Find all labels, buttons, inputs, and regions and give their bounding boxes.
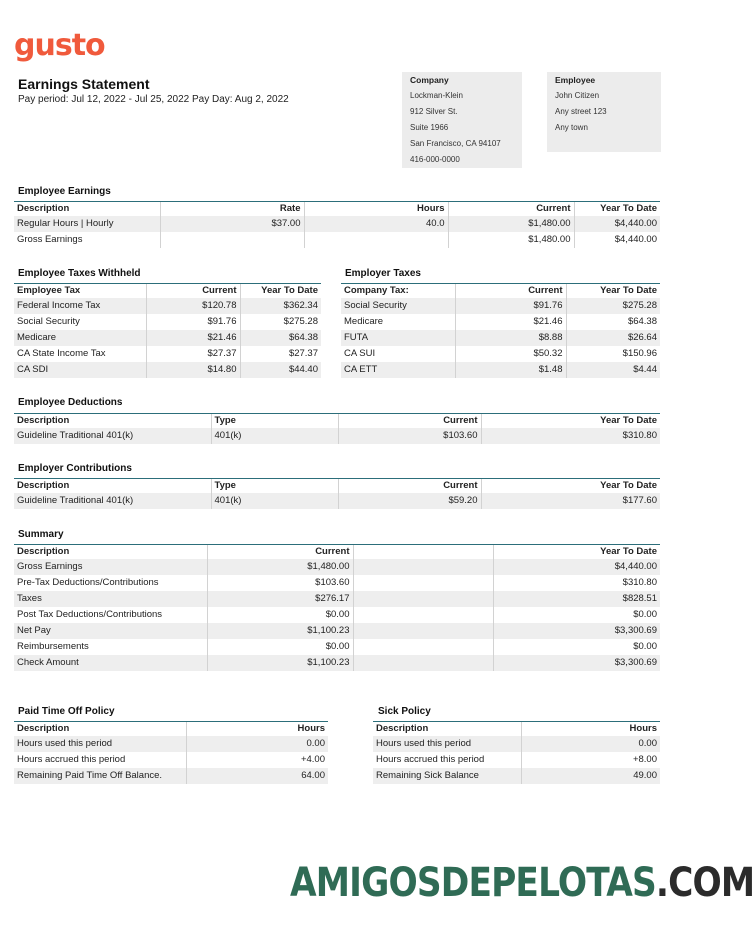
cell: $3,300.69 (493, 655, 660, 671)
statement-title: Earnings Statement (18, 76, 150, 92)
table-row (14, 428, 660, 444)
table-header-row (14, 479, 660, 493)
cell: Guideline Traditional 401(k) (14, 493, 211, 509)
col-ytd: Year To Date (240, 284, 321, 298)
pto-policy-title: Paid Time Off Policy (18, 706, 115, 717)
table-header-row (14, 202, 660, 216)
cell: $59.20 (338, 493, 481, 509)
cell: Social Security (341, 298, 455, 314)
table-header-row (373, 722, 660, 736)
cell: $26.64 (566, 330, 660, 346)
col-current: Current (146, 284, 240, 298)
cell: Medicare (344, 316, 384, 327)
col-employee-tax: Employee Tax (14, 284, 146, 298)
employee-name: John Citizen (555, 91, 600, 100)
table-row (14, 232, 660, 248)
cell: 401(k) (211, 428, 338, 444)
cell: $21.46 (455, 314, 566, 330)
cell: FUTA (341, 330, 455, 346)
cell: $64.38 (566, 314, 660, 330)
cell (160, 232, 304, 248)
company-suite: Suite 1966 (410, 123, 449, 132)
cell: $44.40 (240, 362, 321, 378)
table-header-row (14, 284, 321, 298)
table-row (14, 591, 660, 607)
cell (353, 639, 493, 655)
table-row (373, 768, 660, 784)
col-hours: Hours (186, 722, 328, 736)
cell (353, 559, 493, 575)
cell: Reimbursements (17, 641, 89, 652)
col-current: Current (338, 414, 481, 428)
cell: $103.60 (207, 575, 353, 591)
pay-period: Pay period: Jul 12, 2022 - Jul 25, 2022 Pay Day: Aug 2, 2022 (18, 94, 289, 105)
table-row (14, 752, 328, 768)
company-name: Lockman-Klein (410, 91, 463, 100)
cell: CA State Income Tax (17, 348, 106, 359)
table-header-row (341, 284, 660, 298)
cell: $14.80 (146, 362, 240, 378)
table-row (341, 362, 660, 378)
table-row (14, 655, 660, 671)
cell: +4.00 (186, 752, 328, 768)
cell: $1,480.00 (448, 216, 574, 232)
col-description: Description (14, 479, 211, 493)
cell: $0.00 (207, 607, 353, 623)
col-company-tax: Company Tax: (341, 284, 455, 298)
cell (353, 575, 493, 591)
company-street: 912 Silver St. (410, 107, 458, 116)
cell: $0.00 (493, 639, 660, 655)
table-row (14, 768, 328, 784)
cell: $27.37 (240, 346, 321, 362)
table-row (341, 330, 660, 346)
employee-deductions-title: Employee Deductions (18, 397, 123, 408)
sick-policy-table (373, 721, 660, 784)
cell: $1,480.00 (448, 232, 574, 248)
cell: $1,100.23 (207, 623, 353, 639)
cell: $1.48 (455, 362, 566, 378)
employee-deductions-table (14, 413, 660, 444)
col-ytd: Year To Date (566, 284, 660, 298)
table-row (14, 623, 660, 639)
cell: $0.00 (493, 607, 660, 623)
cell: $37.00 (160, 216, 304, 232)
gusto-logo: gusto (14, 28, 105, 63)
company-heading: Company (410, 75, 449, 85)
col-hours: Hours (521, 722, 660, 736)
cell: $275.28 (240, 314, 321, 330)
cell: $4.44 (566, 362, 660, 378)
table-header-row (14, 545, 660, 559)
col-current: Current (338, 479, 481, 493)
table-row (373, 736, 660, 752)
table-row (14, 298, 321, 314)
col-ytd: Year To Date (493, 545, 660, 559)
table-row (14, 362, 321, 378)
cell: $276.17 (207, 591, 353, 607)
cell: Gross Earnings (14, 559, 207, 575)
col-description: Description (14, 202, 160, 216)
table-row (14, 314, 321, 330)
cell: CA ETT (341, 362, 455, 378)
table-header-row (14, 414, 660, 428)
col-current: Current (448, 202, 574, 216)
cell: $275.28 (566, 298, 660, 314)
cell: Remaining Sick Balance (373, 768, 521, 784)
col-ytd: Year To Date (481, 414, 660, 428)
cell: 0.00 (186, 736, 328, 752)
cell: 64.00 (186, 768, 328, 784)
cell: 401(k) (211, 493, 338, 509)
cell: $64.38 (240, 330, 321, 346)
cell: Hours accrued this period (17, 754, 126, 765)
col-description: Description (14, 545, 207, 559)
cell: $103.60 (338, 428, 481, 444)
cell: $177.60 (481, 493, 660, 509)
cell: $91.76 (146, 314, 240, 330)
cell: $1,100.23 (207, 655, 353, 671)
cell (304, 232, 448, 248)
cell: Post Tax Deductions/Contributions (17, 609, 163, 620)
table-row (14, 559, 660, 575)
table-header-row (14, 722, 328, 736)
cell: Guideline Traditional 401(k) (14, 428, 211, 444)
cell: Social Security (17, 316, 80, 327)
cell: Federal Income Tax (14, 298, 146, 314)
cell: $1,480.00 (207, 559, 353, 575)
cell: Hours used this period (14, 736, 186, 752)
col-type: Type (211, 414, 338, 428)
table-row (14, 216, 660, 232)
cell: Pre-Tax Deductions/Contributions (17, 577, 159, 588)
col-description: Description (14, 722, 186, 736)
pto-policy-table (14, 721, 328, 784)
cell: $310.80 (481, 428, 660, 444)
site-watermark (290, 860, 754, 906)
employee-earnings-table (14, 201, 660, 248)
table-row (14, 575, 660, 591)
cell: $8.88 (455, 330, 566, 346)
employee-earnings-title: Employee Earnings (18, 186, 111, 197)
table-row (14, 330, 321, 346)
col-ytd: Year To Date (574, 202, 660, 216)
cell: CA SDI (14, 362, 146, 378)
company-phone: 416-000-0000 (410, 155, 460, 164)
table-row (341, 314, 660, 330)
cell: Net Pay (14, 623, 207, 639)
col-spacer (353, 545, 493, 559)
cell: Hours used this period (373, 736, 521, 752)
employee-town: Any town (555, 123, 588, 132)
cell: $4,440.00 (493, 559, 660, 575)
company-city: San Francisco, CA 94107 (410, 139, 501, 148)
employer-contributions-table (14, 478, 660, 509)
cell: $120.78 (146, 298, 240, 314)
cell: $150.96 (566, 346, 660, 362)
table-row (14, 607, 660, 623)
employee-taxes-title: Employee Taxes Withheld (18, 268, 141, 279)
col-description: Description (373, 722, 521, 736)
cell: Gross Earnings (17, 234, 83, 245)
cell: $0.00 (207, 639, 353, 655)
cell (353, 655, 493, 671)
employee-taxes-table (14, 283, 321, 378)
col-current: Current (207, 545, 353, 559)
cell (353, 607, 493, 623)
col-current: Current (455, 284, 566, 298)
cell: +8.00 (521, 752, 660, 768)
sick-policy-title: Sick Policy (378, 706, 431, 717)
col-ytd: Year To Date (481, 479, 660, 493)
table-row (14, 639, 660, 655)
table-row (341, 298, 660, 314)
cell: $4,440.00 (574, 216, 660, 232)
col-type: Type (211, 479, 338, 493)
cell: $362.34 (240, 298, 321, 314)
employee-heading: Employee (555, 75, 596, 85)
employee-info (547, 72, 661, 152)
company-info (402, 72, 522, 168)
cell: $310.80 (493, 575, 660, 591)
col-hours: Hours (304, 202, 448, 216)
employee-street: Any street 123 (555, 107, 607, 116)
cell: 0.00 (521, 736, 660, 752)
summary-table (14, 544, 660, 671)
summary-title: Summary (18, 529, 64, 540)
cell (353, 623, 493, 639)
cell: $27.37 (146, 346, 240, 362)
cell: $50.32 (455, 346, 566, 362)
table-row (14, 493, 660, 509)
cell: CA SUI (344, 348, 376, 359)
employer-taxes-title: Employer Taxes (345, 268, 421, 279)
cell: 49.00 (521, 768, 660, 784)
cell: Remaining Paid Time Off Balance. (14, 768, 186, 784)
cell: Hours accrued this period (376, 754, 485, 765)
employer-contributions-title: Employer Contributions (18, 463, 132, 474)
col-rate: Rate (160, 202, 304, 216)
table-row (373, 752, 660, 768)
cell: $3,300.69 (493, 623, 660, 639)
col-description: Description (14, 414, 211, 428)
cell: Medicare (14, 330, 146, 346)
cell: Check Amount (14, 655, 207, 671)
cell: 40.0 (304, 216, 448, 232)
cell: $828.51 (493, 591, 660, 607)
table-row (14, 736, 328, 752)
cell: Taxes (14, 591, 207, 607)
watermark-domain: .COM (655, 860, 754, 906)
cell (353, 591, 493, 607)
table-row (14, 346, 321, 362)
cell: $21.46 (146, 330, 240, 346)
cell: Regular Hours | Hourly (14, 216, 160, 232)
employer-taxes-table (341, 283, 660, 378)
table-row (341, 346, 660, 362)
watermark-name: AMIGOSDEPELOTAS (290, 860, 656, 906)
cell: $91.76 (455, 298, 566, 314)
cell: $4,440.00 (574, 232, 660, 248)
